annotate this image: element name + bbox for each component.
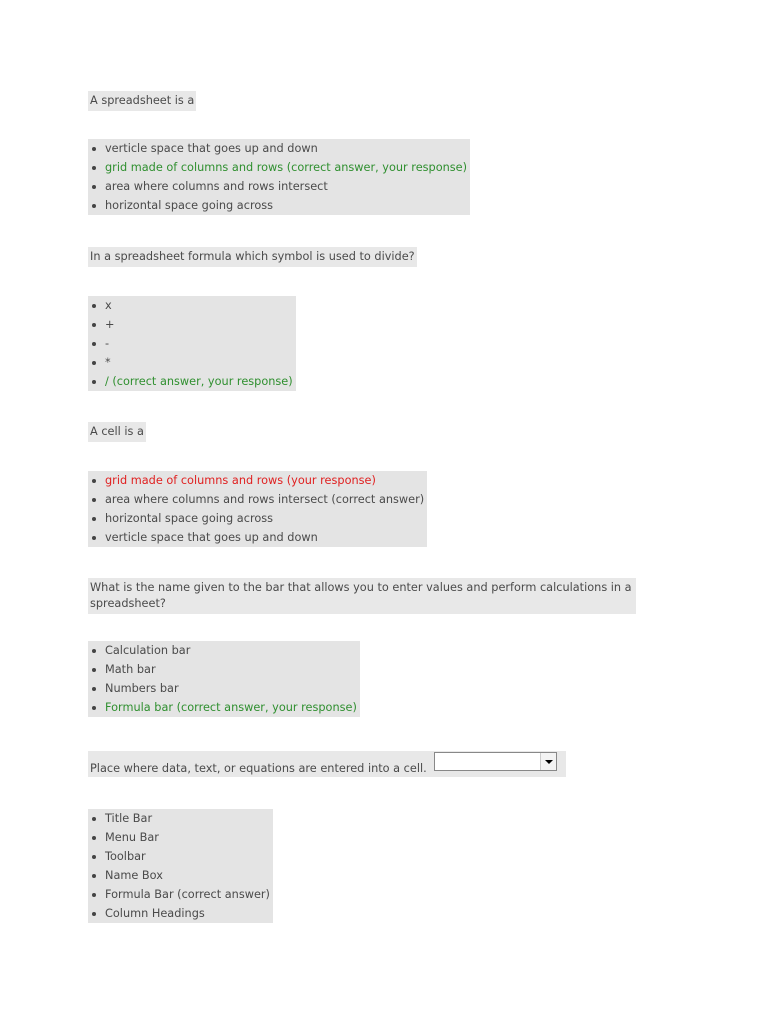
chevron-down-icon[interactable] — [540, 753, 556, 770]
list-item: grid made of columns and rows (correct answer, your response) — [88, 158, 467, 177]
list-item: Name Box — [88, 866, 270, 885]
list-item: verticle space that goes up and down — [88, 528, 424, 547]
question-1-prompt: A spreadsheet is a — [88, 91, 196, 111]
list-item: verticle space that goes up and down — [88, 139, 467, 158]
list-item: Formula Bar (correct answer) — [88, 885, 270, 904]
question-5-options — [88, 809, 273, 923]
list-item: Math bar — [88, 660, 357, 679]
question-4-prompt: What is the name given to the bar that allows you to enter values and perform calculations in a spreadsheet? — [88, 578, 636, 614]
list-item: + — [88, 315, 293, 334]
list-item: x — [88, 296, 293, 315]
answer-select[interactable] — [434, 752, 557, 771]
question-1-options — [88, 139, 470, 215]
list-item: Title Bar — [88, 809, 270, 828]
list-item: Menu Bar — [88, 828, 270, 847]
list-item: grid made of columns and rows (your response) — [88, 471, 424, 490]
question-4-options — [88, 641, 360, 717]
list-item: area where columns and rows intersect — [88, 177, 467, 196]
list-item: horizontal space going across — [88, 196, 467, 215]
list-item: Column Headings — [88, 904, 270, 923]
list-item: Toolbar — [88, 847, 270, 866]
question-2-options — [88, 296, 296, 391]
list-item: * — [88, 353, 293, 372]
list-item: - — [88, 334, 293, 353]
list-item: Calculation bar — [88, 641, 357, 660]
question-2-prompt: In a spreadsheet formula which symbol is used to divide? — [88, 247, 417, 267]
list-item: Numbers bar — [88, 679, 357, 698]
question-5-prompt: Place where data, text, or equations are entered into a cell. — [90, 762, 427, 775]
question-3-prompt: A cell is a — [88, 422, 146, 442]
list-item: area where columns and rows intersect (correct answer) — [88, 490, 424, 509]
list-item: Formula bar (correct answer, your response) — [88, 698, 357, 717]
list-item: horizontal space going across — [88, 509, 424, 528]
list-item: / (correct answer, your response) — [88, 372, 293, 391]
question-3-options — [88, 471, 427, 547]
